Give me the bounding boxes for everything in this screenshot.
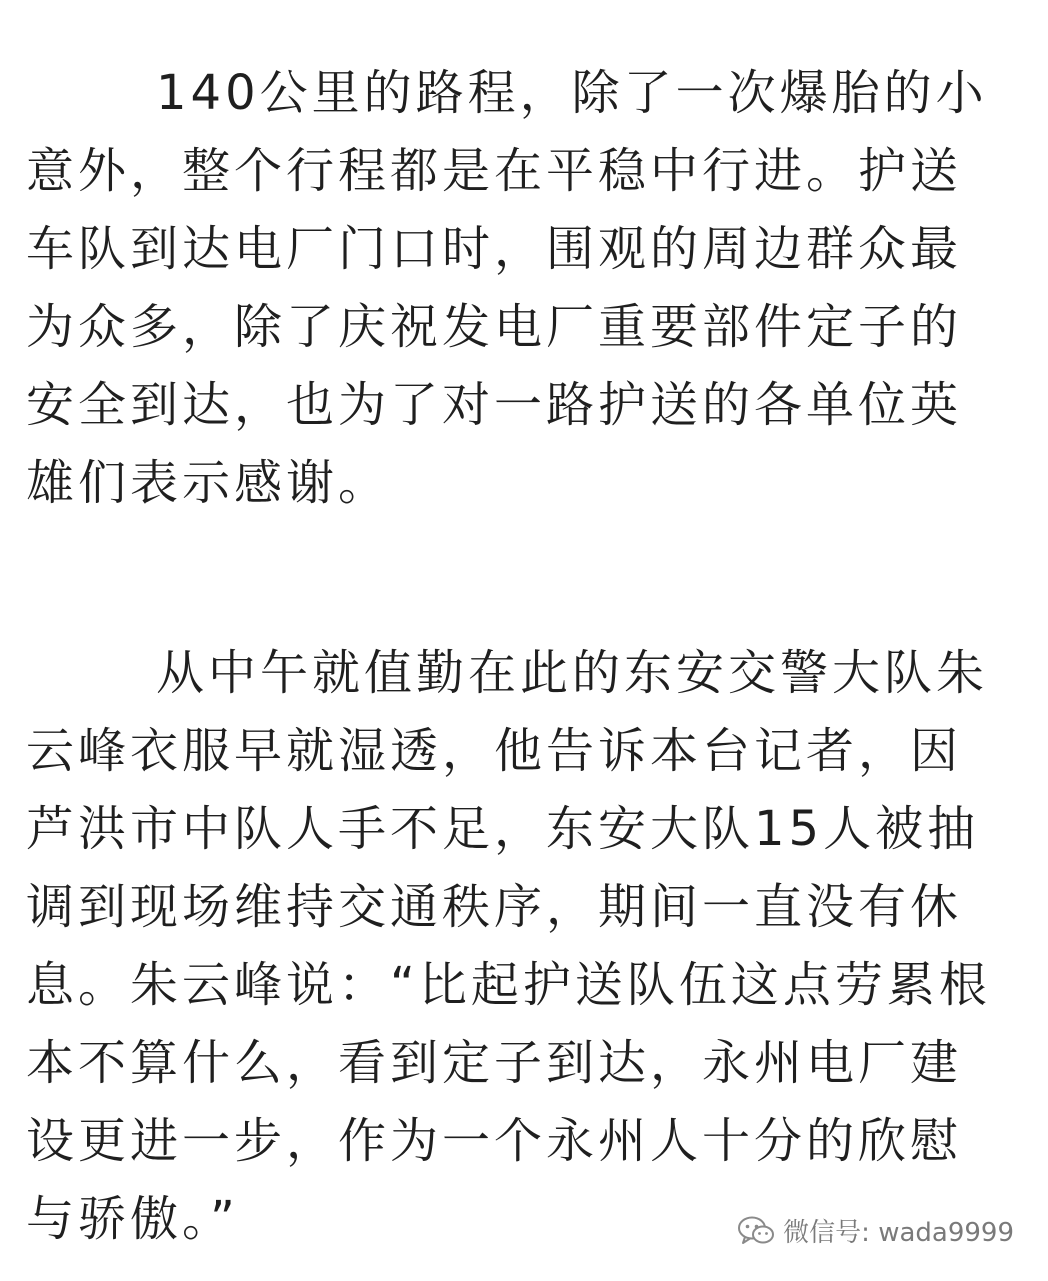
wechat-icon [737,1215,775,1247]
paragraph-line: 140公里的路程，除了一次爆胎的小 [156,65,988,121]
article-body [26,54,1011,1258]
paragraph-line: 息。朱云峰说：“比起护送队伍这点劳累根 [26,957,991,1013]
paragraph-line: 设更进一步，作为一个永州人十分的欣慰 [26,1113,963,1169]
paragraph-line: 意外，整个行程都是在平稳中行进。护送 [26,143,963,199]
paragraph-line: 为众多，除了庆祝发电厂重要部件定子的 [26,299,963,355]
paragraph-1 [26,54,1011,522]
paragraph-2 [26,634,1011,1258]
wechat-watermark [737,1212,1014,1249]
paragraph-line: 与骄傲。” [26,1191,239,1247]
paragraph-line: 芦洪市中队人手不足，东安大队15人被抽 [26,801,980,857]
paragraph-line: 从中午就值勤在此的东安交警大队朱 [156,645,989,701]
paragraph-line: 云峰衣服早就湿透，他告诉本台记者，因 [26,723,963,779]
paragraph-spacer [26,522,1011,634]
paragraph-line: 雄们表示感谢。 [26,455,391,511]
paragraph-line: 调到现场维持交通秩序，期间一直没有休 [26,879,963,935]
paragraph-line: 车队到达电厂门口时，围观的周边群众最 [26,221,963,277]
paragraph-line: 安全到达，也为了对一路护送的各单位英 [26,377,963,433]
paragraph-line: 本不算什么，看到定子到达，永州电厂建 [26,1035,963,1091]
wechat-id: 微信号: wada9999 [783,1218,1014,1248]
